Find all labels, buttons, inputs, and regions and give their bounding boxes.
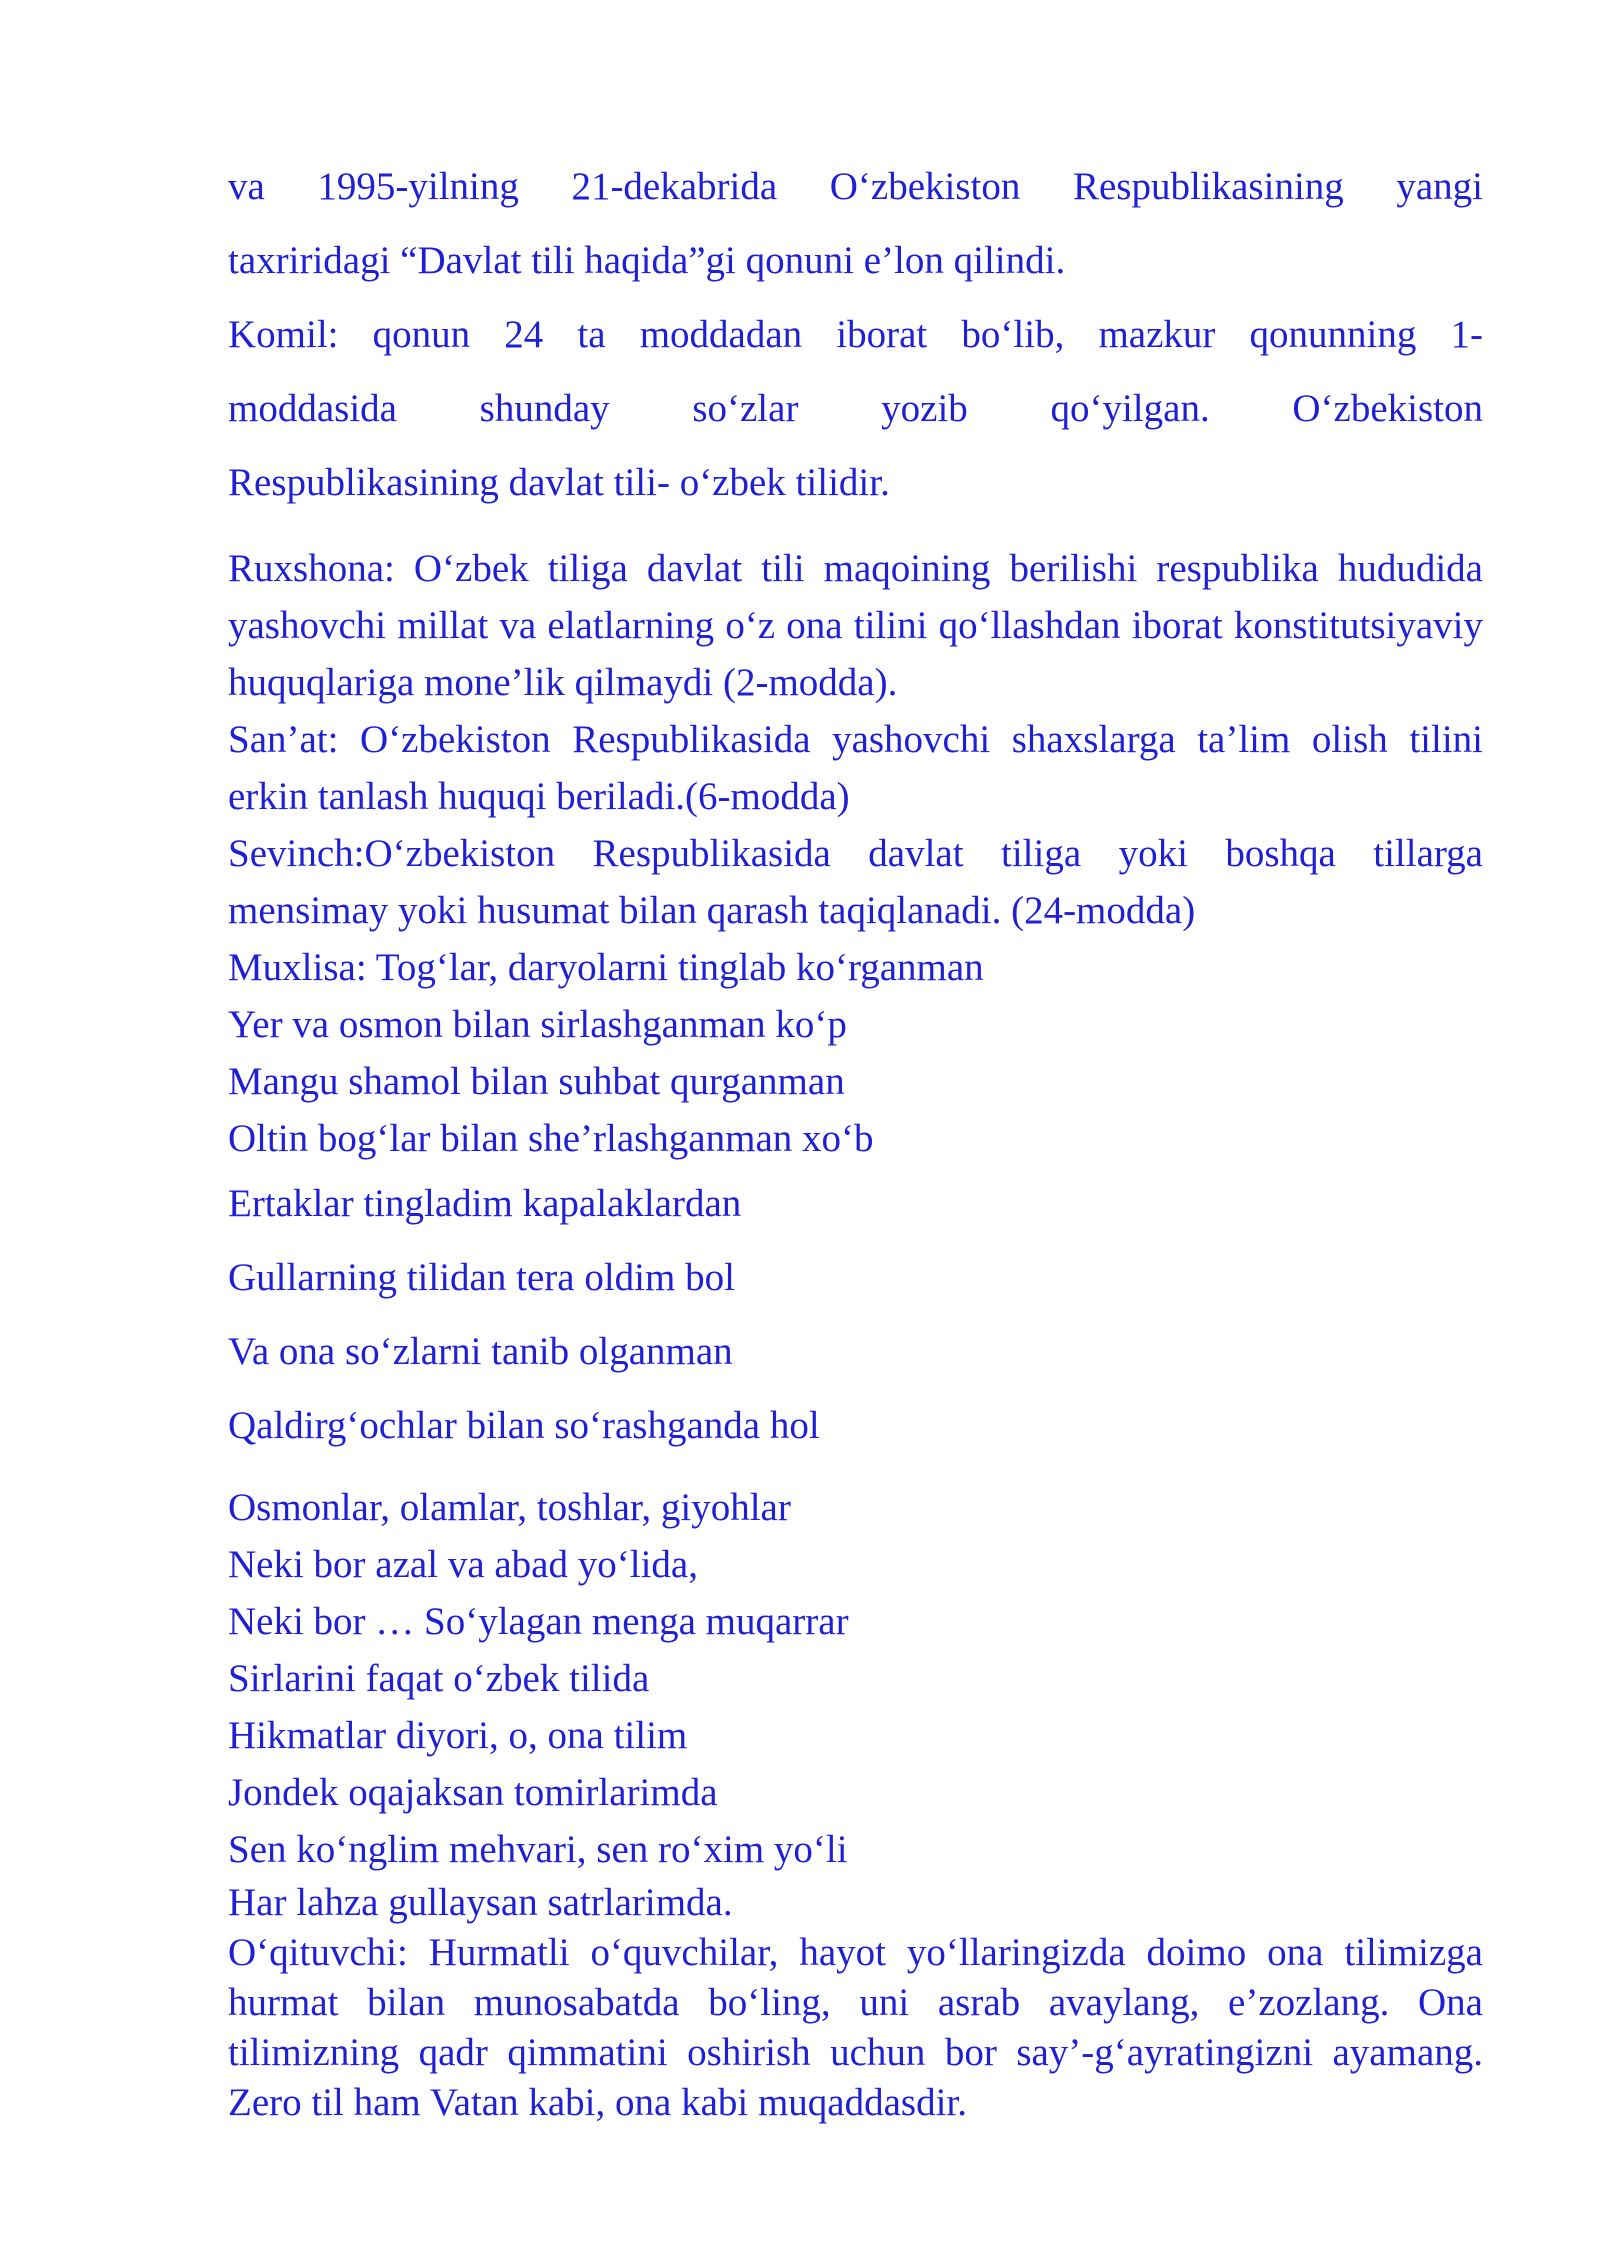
poem-line: Yer va osmon bilan sirlashganman ko‘p [228,1003,847,1046]
komil-line-1: Komil: qonun 24 ta moddadan iborat bo‘lib, mazkur qonunning 1- [228,313,1483,356]
poem-line: Va ona so‘zlarni tanib olganman [228,1330,733,1373]
poem-stanza-4 [228,1878,1483,1928]
intro-line-1: va 1995-yilning 21-dekabrida O‘zbekiston Respublikasining yangi [228,165,1483,208]
poem-line: Qaldirg‘ochlar bilan so‘rashganda hol [228,1404,820,1447]
poem-line: Jondek oqajaksan tomirlarimda [228,1771,718,1814]
poem-line: Gullarning tilidan tera oldim bol [228,1256,735,1299]
poem-line: Ertaklar tingladim kapalaklardan [228,1182,742,1225]
poem-line: Muxlisa: Tog‘lar, daryolarni tinglab ko‘rganman [228,946,984,989]
poem-line: Har lahza gullaysan satrlarimda. [228,1881,733,1924]
poem-stanza-1 [228,939,1483,1167]
poem-line: Sen ko‘nglim mehvari, sen ro‘xim yo‘li [228,1828,848,1871]
sanat-paragraph: San’at: O‘zbekiston Respublikasida yashovchi shaxslarga ta’lim olish tilini erkin tanlash huquqi beriladi.(6-modda) [228,718,1483,818]
document-page [228,150,1483,2128]
teacher-paragraph: O‘qituvchi: Hurmatli o‘quvchilar, hayot yo‘llaringizda doimo ona tilimizga hurmat bilan munosabatda bo‘ling, uni asrab avaylang, e’zozlang. Ona tilimizning qadr qimmatini oshirish uchun bor say’-g‘ayratingizni ayamang. Zero til ham Vatan kabi, ona kabi muqaddasdir. [228,1931,1483,2124]
poem-line: Oltin bog‘lar bilan she’rlashganman xo‘b [228,1117,874,1160]
sevinch-paragraph: Sevinch:O‘zbekiston Respublikasida davlat tiliga yoki boshqa tillarga mensimay yoki husumat bilan qarash taqiqlanadi. (24-modda) [228,832,1483,932]
ruxshona-paragraph: Ruxshona: O‘zbek tiliga davlat tili maqoining berilishi respublika hududida yashovchi millat va elatlarning o‘z ona tilini qo‘llashdan iborat konstitutsiyaviy huquqlariga mone’lik qilmaydi (2-modda). [228,547,1483,704]
komil-line-3: Respublikasining davlat tili- o‘zbek tilidir. [228,461,890,504]
poem-line: Neki bor … So‘ylagan menga muqarrar [228,1600,849,1643]
poem-line: Sirlarini faqat o‘zbek tilida [228,1657,650,1700]
poem-line: Mangu shamol bilan suhbat qurganman [228,1060,845,1103]
poem-line: Hikmatlar diyori, o, ona tilim [228,1714,688,1757]
poem-line: Osmonlar, olamlar, toshlar, giyohlar [228,1486,791,1529]
poem-line: Neki bor azal va abad yo‘lida, [228,1543,698,1586]
intro-paragraph [228,150,1483,298]
komil-paragraph [228,298,1483,520]
intro-line-2: taxriridagi “Davlat tili haqida”gi qonuni e’lon qilindi. [228,239,1066,282]
poem-stanza-2 [228,1167,1483,1463]
komil-line-2: moddasida shunday so‘zlar yozib qo‘yilgan. O‘zbekiston [228,387,1483,430]
poem-stanza-3 [228,1479,1483,1878]
